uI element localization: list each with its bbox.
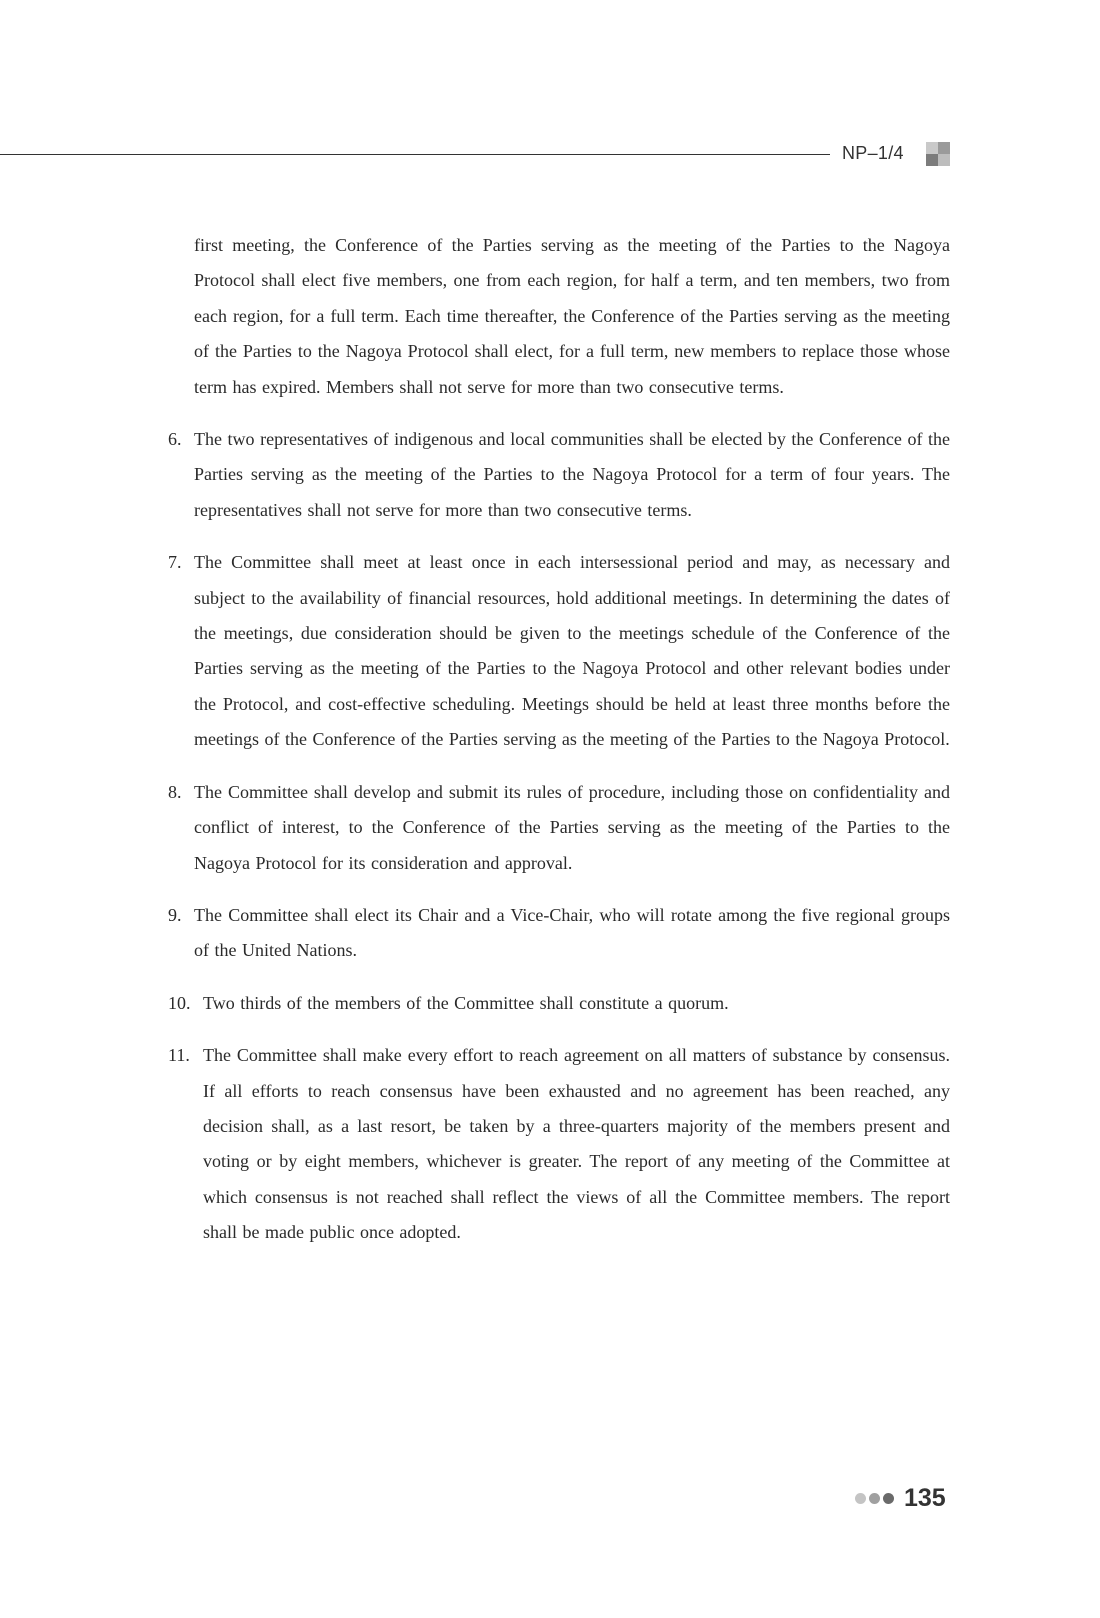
- item-number: 9.: [168, 904, 182, 925]
- footer-dot-icon: [883, 1493, 894, 1504]
- list-item-6: [168, 422, 950, 528]
- item-number: 8.: [168, 781, 182, 802]
- item-number: 7.: [168, 552, 182, 573]
- header-squares-icon: [926, 142, 950, 166]
- header-rule: [0, 154, 830, 155]
- list-item-10: [168, 986, 950, 1021]
- item-number: 10.: [168, 992, 191, 1013]
- item-text: Two thirds of the members of the Committee shall constitute a quorum.: [203, 992, 729, 1013]
- document-body: [168, 228, 950, 1268]
- document-code: NP–1/4: [842, 143, 904, 163]
- item-text: The two representatives of indigenous and local communities shall be elected by the Conference of the Parties serving as the meeting of the Parties to the Nagoya Protocol for a term of four years. The representatives shall not serve for more than two consecutive terms.: [194, 429, 950, 520]
- continued-paragraph: first meeting, the Conference of the Parties serving as the meeting of the Parties to the Nagoya Protocol shall elect five members, one from each region, for half a term, and ten members, two from each region, for a full term. Each time thereafter, the Conference of the Parties serving as the meeting of the Parties to the Nagoya Protocol shall elect, for a full term, new members to replace those whose term has expired. Members shall not serve for more than two consecutive terms.: [194, 235, 950, 397]
- page-number: 135: [904, 1484, 946, 1512]
- list-item-7: [168, 545, 950, 757]
- item-text: The Committee shall make every effort to reach agreement on all matters of substance by consensus. If all efforts to reach consensus have been exhausted and no agreement has been reached, any decision shall, as a last resort, be taken by a three-quarters majority of the members present and voting or by eight members, whichever is greater. The report of any meeting of the Committee at which consensus is not reached shall reflect the views of all the Committee members. The report shall be made public once adopted.: [203, 1045, 950, 1243]
- list-item-8: [168, 775, 950, 881]
- item-text: The Committee shall elect its Chair and a Vice-Chair, who will rotate among the five regional groups of the United Nations.: [194, 904, 950, 961]
- list-item-9: [168, 898, 950, 969]
- list-item-11: [168, 1038, 950, 1250]
- item-text: The Committee shall develop and submit its rules of procedure, including those on confidentiality and conflict of interest, to the Conference of the Parties serving as the meeting of the Parties to the Nagoya Protocol for its consideration and approval.: [194, 781, 950, 873]
- footer-dot-icon: [855, 1493, 866, 1504]
- item-number: 11.: [168, 1045, 190, 1066]
- item-number: 6.: [168, 429, 182, 450]
- item-text: The Committee shall meet at least once in each intersessional period and may, as necessary and subject to the availability of financial resources, hold additional meetings. In determining the dates of the meetings, due consideration should be given to the meetings schedule of the Conference of the Parties serving as the meeting of the Parties to the Nagoya Protocol and other relevant bodies under the Protocol, and cost-effective scheduling. Meetings should be held at least three months before the meetings of the Conference of the Parties serving as the meeting of the Parties to the Nagoya Protocol.: [194, 552, 950, 750]
- footer-dot-icon: [869, 1493, 880, 1504]
- page-footer: [855, 1484, 946, 1513]
